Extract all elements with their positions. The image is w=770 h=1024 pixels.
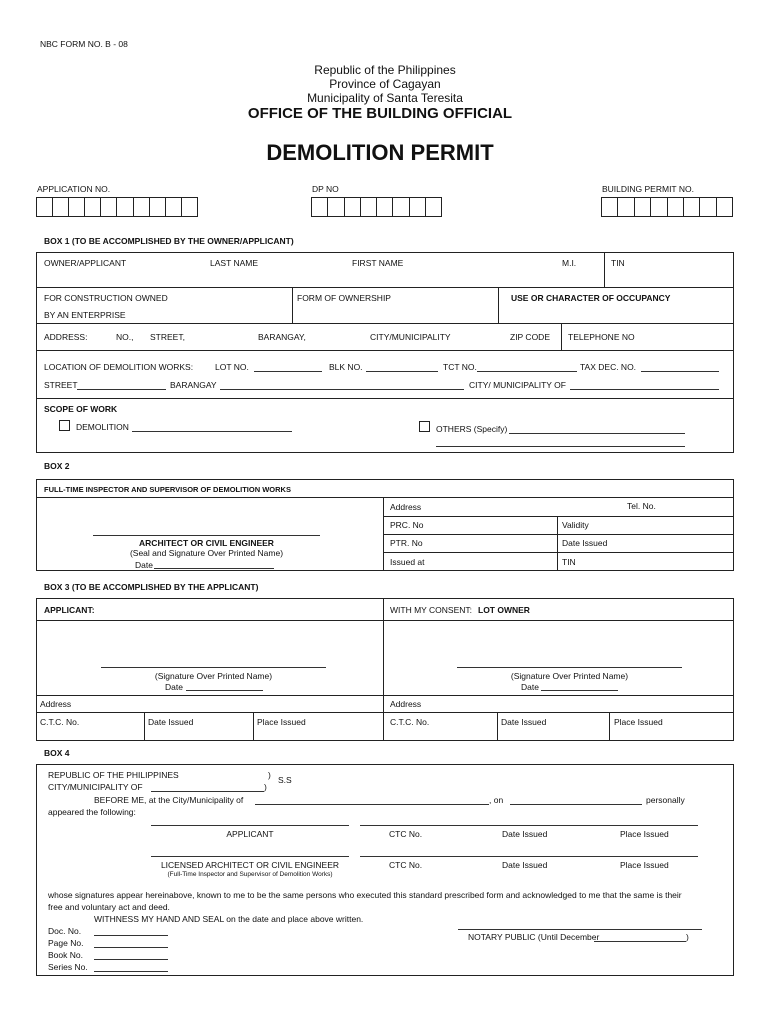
series-no-label: Series No.: [48, 962, 88, 972]
box3-title: BOX 3 (TO BE ACCOMPLISHED BY THE APPLICANT): [44, 582, 259, 592]
owner-date-issued-label: Date Issued: [501, 717, 547, 727]
notary-end: ): [686, 932, 689, 942]
applicant-signature-label: (Signature Over Printed Name): [154, 671, 273, 681]
applicant-ctc-label: C.T.C. No.: [40, 717, 80, 727]
notary-label: NOTARY PUBLIC (Until December: [468, 932, 600, 942]
page-title: DEMOLITION PERMIT: [266, 140, 494, 165]
consent-label: WITH MY CONSENT:: [390, 605, 473, 615]
barangay2-label: BARANGAY: [170, 380, 217, 390]
scope-of-work-label: SCOPE OF WORK: [44, 404, 118, 414]
box4-applicant-label: APPLICANT: [226, 829, 274, 839]
licensed-sub-label: (Full-Time Inspector and Supervisor of Demolition Works): [167, 871, 333, 878]
issued-at-label: Issued at: [390, 557, 425, 567]
first-name-label: FIRST NAME: [352, 258, 404, 268]
doc-no-label: Doc. No.: [48, 926, 82, 936]
box4-date-issued-label-1: Date Issued: [502, 829, 548, 839]
owner-date-label: Date: [521, 682, 539, 692]
header-republic: Republic of the Philippines: [314, 63, 456, 77]
by-enterprise-label: BY AN ENTERPRISE: [44, 310, 126, 320]
dp-no-label: DP NO: [312, 184, 339, 194]
ptr-date-issued-label: Date Issued: [562, 538, 608, 548]
address-no-label: NO.,: [116, 332, 134, 342]
application-no-field[interactable]: [36, 197, 198, 217]
owner-signature-label: (Signature Over Printed Name): [510, 671, 629, 681]
book-no-label: Book No.: [48, 950, 83, 960]
seal-label: (Seal and Signature Over Printed Name): [129, 548, 284, 558]
address-label: ADDRESS:: [44, 332, 88, 342]
mi-label: M.I.: [562, 258, 577, 268]
demolition-label: DEMOLITION: [76, 422, 129, 432]
before-me-label: BEFORE ME, at the City/Municipality of: [94, 795, 244, 805]
prc-label: PRC. No: [390, 520, 424, 530]
applicant-label: APPLICANT:: [44, 605, 95, 615]
licensed-label: LICENSED ARCHITECT OR CIVIL ENGINEER: [160, 860, 340, 870]
box2-title: BOX 2: [44, 461, 70, 471]
ss-label: S.S: [278, 775, 292, 785]
inspector-label: FULL-TIME INSPECTOR AND SUPERVISOR OF DEMOLITION WORKS: [44, 485, 291, 494]
bracket-1: ): [268, 770, 271, 780]
address-barangay-label: BARANGAY,: [258, 332, 306, 342]
whose-text-2: free and voluntary act and deed.: [48, 902, 170, 912]
header-municipality: Municipality of Santa Teresita: [307, 91, 463, 105]
box4-place-issued-label-2: Place Issued: [620, 860, 669, 870]
zip-code-label: ZIP CODE: [510, 332, 550, 342]
owner-place-issued-label: Place Issued: [614, 717, 663, 727]
street2-label: STREET: [44, 380, 78, 390]
address-city-label: CITY/MUNICIPALITY: [370, 332, 451, 342]
applicant-place-issued-label: Place Issued: [257, 717, 306, 727]
construction-owned-label: FOR CONSTRUCTION OWNED: [44, 293, 168, 303]
building-permit-label: BUILDING PERMIT NO.: [602, 184, 694, 194]
validity-label: Validity: [562, 520, 589, 530]
lot-no-label: LOT NO.: [215, 362, 249, 372]
telephone-label: TELEPHONE NO: [568, 332, 635, 342]
owner-ctc-label: C.T.C. No.: [390, 717, 430, 727]
box4-ctc-label-2: CTC No.: [389, 860, 423, 870]
demolition-checkbox[interactable]: [59, 420, 70, 431]
bracket-2: ): [264, 782, 267, 792]
tct-no-label: TCT NO.: [443, 362, 477, 372]
whose-text-1: whose signatures appear hereinabove, known to me to be the same persons who executed this standard prescribed form and acknowledged to me that the same is their: [48, 890, 682, 900]
box4-ctc-label-1: CTC No.: [389, 829, 423, 839]
application-no-label: APPLICATION NO.: [37, 184, 111, 194]
architect-label: ARCHITECT OR CIVIL ENGINEER: [139, 538, 274, 548]
personally-label: personally: [646, 795, 685, 805]
ptr-label: PTR. No: [390, 538, 423, 548]
applicant-date-label: Date: [165, 682, 183, 692]
inspector-tel-label: Tel. No.: [627, 501, 656, 511]
others-label: OTHERS (Specify): [436, 424, 508, 434]
on-label: , on: [489, 795, 504, 805]
city-label: CITY/MUNICIPALITY OF: [48, 782, 143, 792]
location-label: LOCATION OF DEMOLITION WORKS:: [44, 362, 194, 372]
box4-date-issued-label-2: Date Issued: [502, 860, 548, 870]
use-character-label: USE OR CHARACTER OF OCCUPANCY: [511, 293, 671, 303]
witness-text: WITHNESS MY HAND AND SEAL on the date and place above written.: [94, 914, 364, 924]
applicant-date-issued-label: Date Issued: [148, 717, 194, 727]
city2-label: CITY/ MUNICIPALITY OF: [469, 380, 566, 390]
box4-place-issued-label-1: Place Issued: [620, 829, 669, 839]
lot-owner-label: LOT OWNER: [478, 605, 530, 615]
form-number: NBC FORM NO. B - 08: [40, 39, 128, 49]
header-province: Province of Cagayan: [329, 77, 441, 91]
box1-title: BOX 1 (TO BE ACCOMPLISHED BY THE OWNER/APPLICANT): [44, 236, 294, 246]
inspector-tin-label: TIN: [562, 557, 576, 567]
dp-no-field[interactable]: [311, 197, 442, 217]
tin-label: TIN: [611, 258, 625, 268]
box2-date-label: Date: [135, 560, 153, 570]
owner-address-label: Address: [390, 699, 422, 709]
owner-label: OWNER/APPLICANT: [44, 258, 127, 268]
appeared-label: appeared the following:: [48, 807, 136, 817]
box4-title: BOX 4: [44, 748, 70, 758]
applicant-address-label: Address: [40, 699, 72, 709]
page-no-label: Page No.: [48, 938, 84, 948]
address-street-label: STREET,: [150, 332, 185, 342]
box1-frame: [36, 252, 734, 453]
office-title: OFFICE OF THE BUILDING OFFICIAL: [247, 105, 513, 122]
building-permit-field[interactable]: [601, 197, 733, 217]
blk-no-label: BLK NO.: [329, 362, 363, 372]
form-ownership-label: FORM OF OWNERSHIP: [297, 293, 391, 303]
tax-dec-label: TAX DEC. NO.: [580, 362, 637, 372]
republic-label: REPUBLIC OF THE PHILIPPINES: [48, 770, 179, 780]
others-checkbox[interactable]: [419, 421, 430, 432]
inspector-address-label: Address: [390, 502, 422, 512]
last-name-label: LAST NAME: [210, 258, 259, 268]
